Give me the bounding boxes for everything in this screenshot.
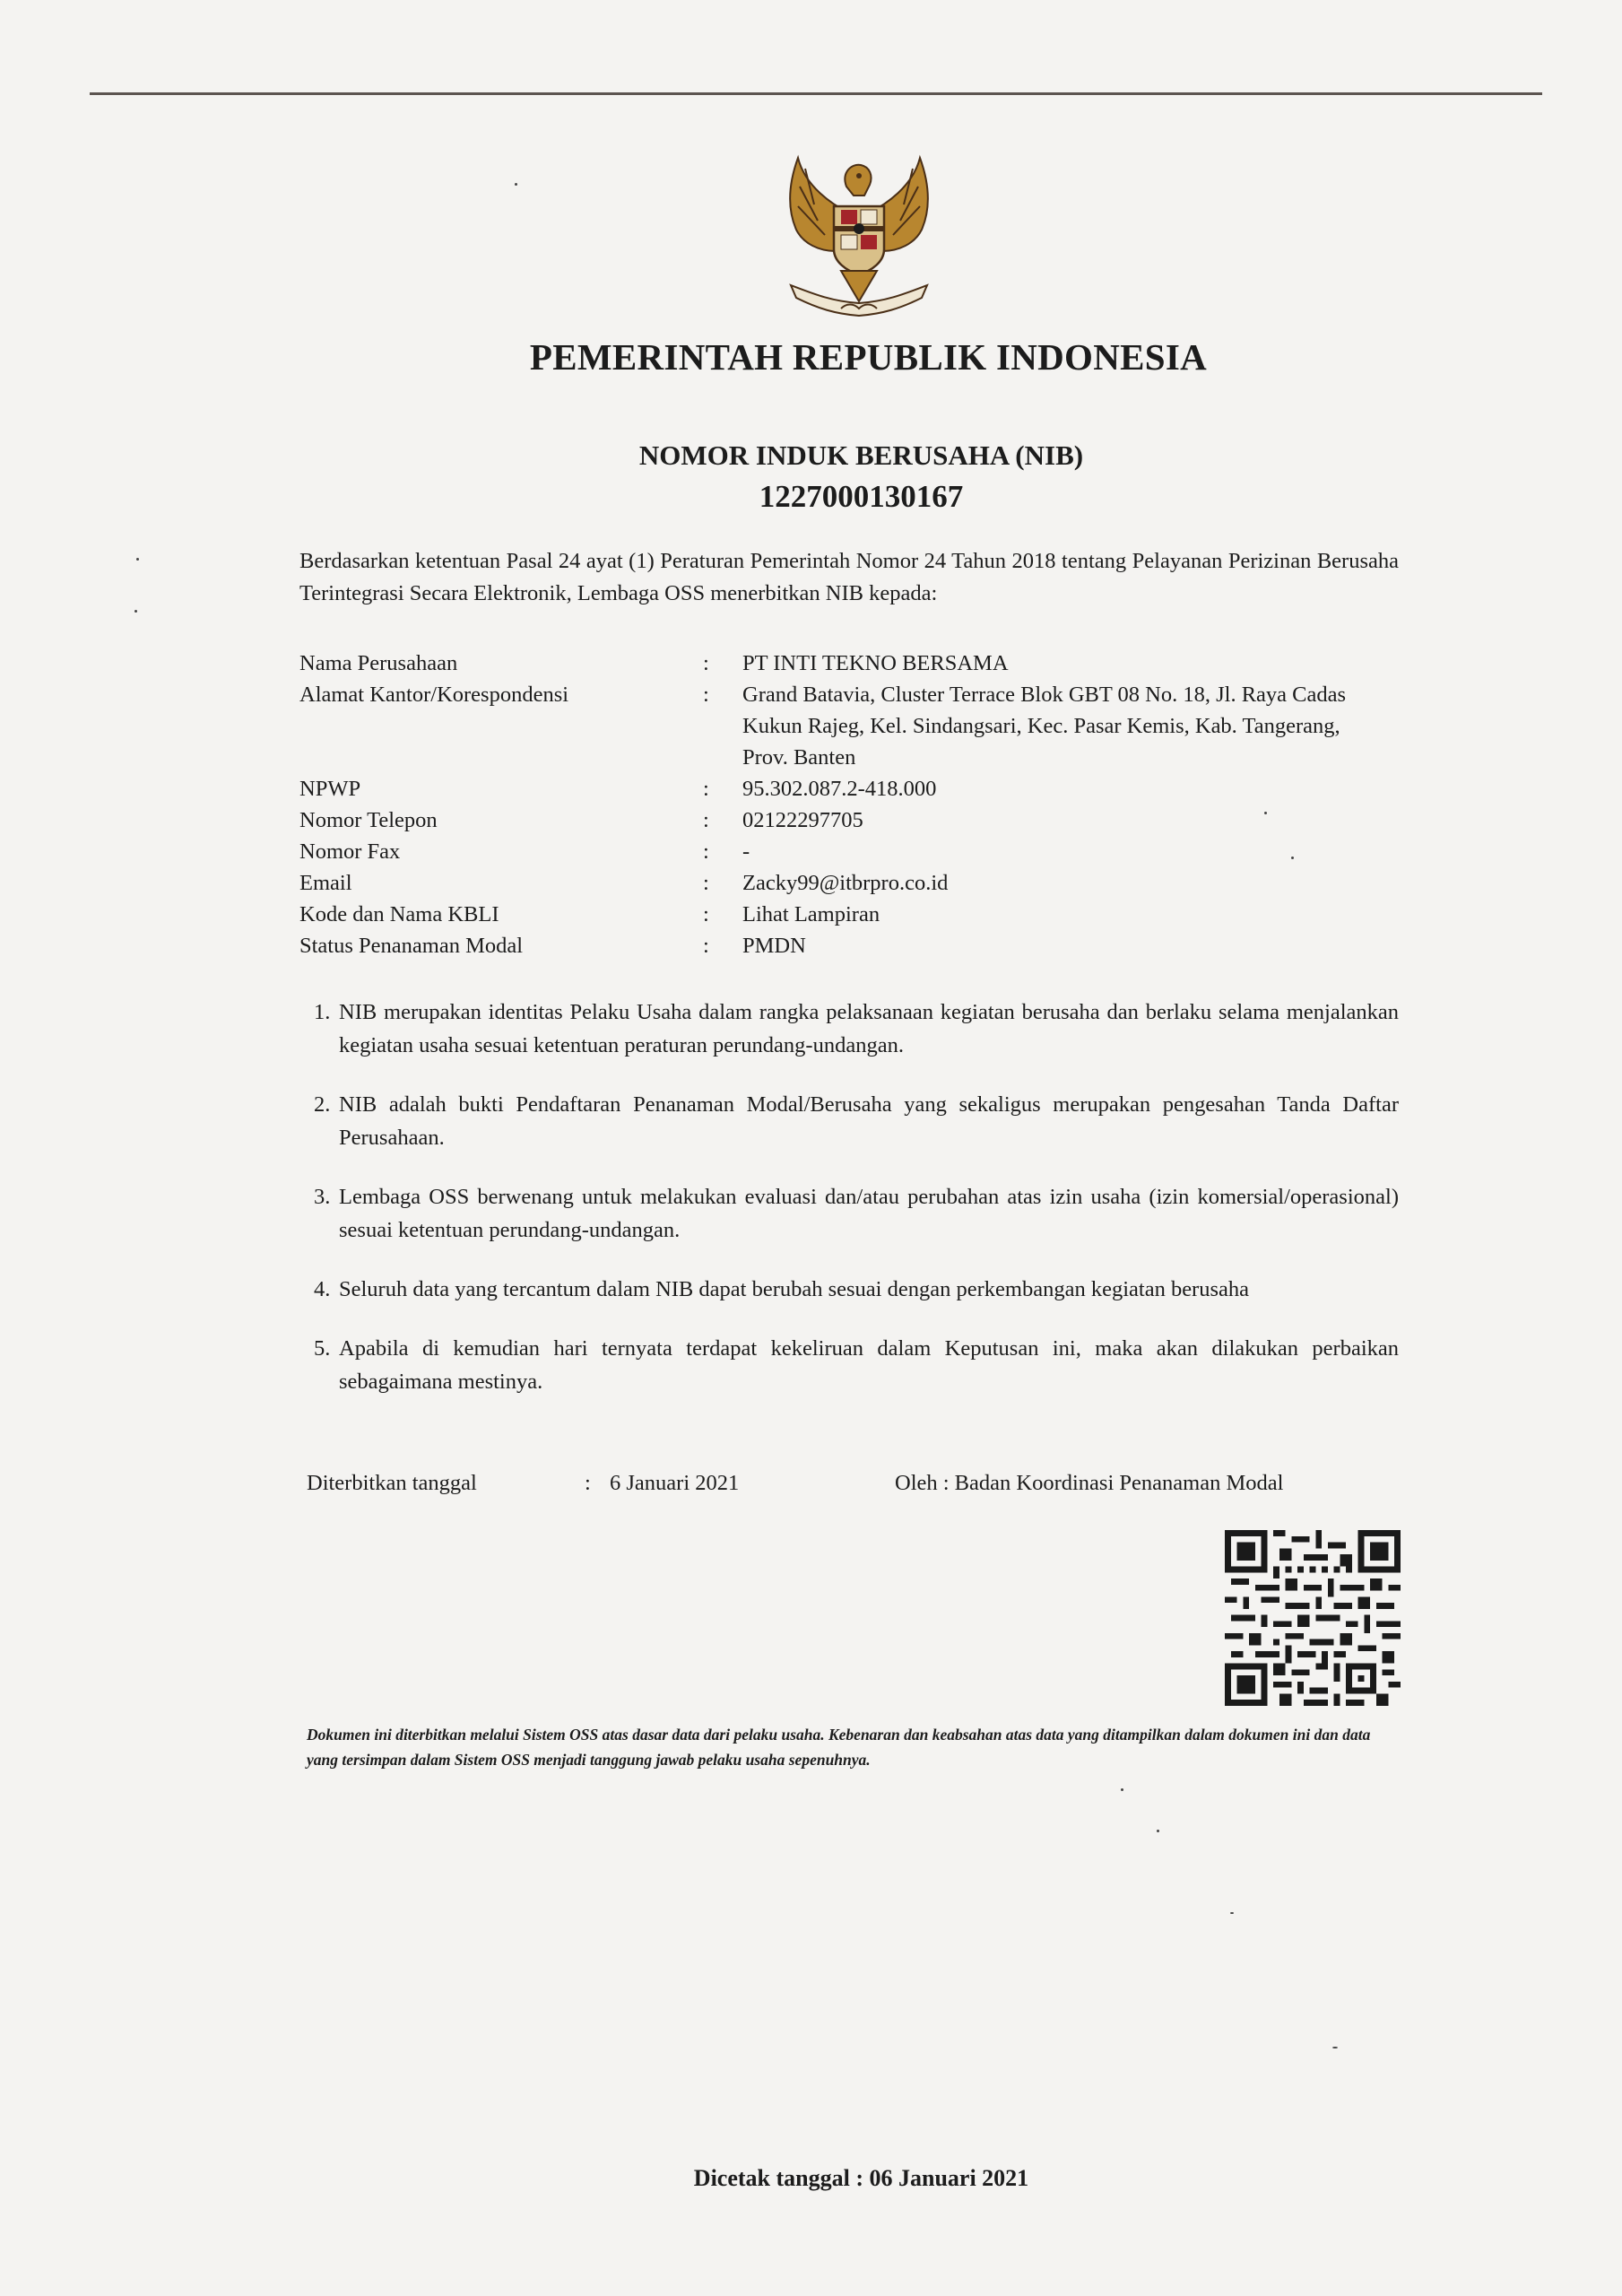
field-value: 95.302.087.2-418.000 (742, 777, 937, 801)
field-separator: : (703, 777, 709, 801)
printed-date: Dicetak tanggal : 06 Januari 2021 (693, 2165, 1029, 2191)
field-label: NPWP (299, 777, 361, 801)
note-item (314, 996, 1399, 1062)
field-label: Nama Perusahaan (299, 651, 458, 675)
issuer: Oleh : Badan Koordinasi Penanaman Modal (895, 1471, 1284, 1495)
field-row-email (299, 867, 1402, 899)
note-text: NIB adalah bukti Pendaftaran Penanaman Modal/Berusaha yang sekaligus merupakan pengesahan Tanda Daftar Perusahaan. (339, 1092, 1399, 1150)
field-row-investment-status (299, 930, 1402, 961)
garuda-emblem (778, 151, 940, 323)
field-row-kbli (299, 899, 1402, 930)
note-number: 5. (314, 1336, 331, 1361)
qr-code (1225, 1530, 1401, 1706)
scan-speck (1264, 812, 1267, 814)
intro-paragraph: Berdasarkan ketentuan Pasal 24 ayat (1) Peraturan Pemerintah Nomor 24 Tahun 2018 tentang Pelayanan Perizinan Berusaha Terintegrasi Secara Elektronik, Lembaga OSS menerbitkan NIB kepada: (299, 549, 1399, 605)
field-separator: : (703, 934, 709, 958)
field-label: Email (299, 871, 352, 895)
note-text: Lembaga OSS berwenang untuk melakukan evaluasi dan/atau perubahan atas izin usaha (izin komersial/operasional) sesuai ketentuan perundang-undangan. (339, 1185, 1399, 1242)
field-value: Grand Batavia, Cluster Terrace Blok GBT 08 No. 18, Jl. Raya Cadas Kukun Rajeg, Kel. Sindangsari, Kec. Pasar Kemis, Kab. Tangerang, Prov. Banten (742, 683, 1347, 770)
field-value: PMDN (742, 934, 806, 958)
field-value: 02122297705 (742, 808, 863, 832)
scan-speck (1121, 1788, 1123, 1791)
top-rule (90, 92, 1542, 95)
note-text: Apabila di kemudian hari ternyata terdapat kekeliruan dalam Keputusan ini, maka akan dilakukan perbaikan sebagaimana mestinya. (339, 1336, 1399, 1394)
field-separator: : (703, 839, 709, 864)
field-separator: : (703, 651, 709, 675)
field-separator: : (703, 683, 709, 707)
document-subtitle: NOMOR INDUK BERUSAHA (NIB) (638, 439, 1084, 471)
scan-speck (1230, 1912, 1234, 1914)
field-row-address (299, 679, 1402, 773)
field-row-phone (299, 804, 1402, 836)
scan-speck (1291, 857, 1294, 859)
issued-date: 6 Januari 2021 (610, 1471, 740, 1495)
note-text: Seluruh data yang tercantum dalam NIB dapat berubah sesuai dengan perkembangan kegiatan berusaha (339, 1277, 1250, 1301)
scan-speck (136, 558, 139, 561)
note-text: NIB merupakan identitas Pelaku Usaha dalam rangka pelaksanaan kegiatan berusaha dan berlaku selama menjalankan kegiatan usaha sesuai ketentuan peraturan perundang-undangan. (339, 1000, 1399, 1057)
field-row-fax (299, 836, 1402, 867)
note-item (314, 1273, 1399, 1306)
field-value: PT INTI TEKNO BERSAMA (742, 651, 1009, 675)
note-number: 4. (314, 1277, 331, 1301)
field-value: Zacky99@itbrpro.co.id (742, 871, 949, 895)
field-label: Nomor Telepon (299, 808, 438, 832)
field-separator: : (703, 902, 709, 926)
field-label: Status Penanaman Modal (299, 934, 524, 958)
issued-label: Diterbitkan tanggal (307, 1471, 477, 1495)
field-label: Nomor Fax (299, 839, 401, 864)
field-separator: : (703, 808, 709, 832)
field-row-npwp (299, 773, 1402, 804)
scan-speck (1332, 2047, 1338, 2048)
company-fields (299, 648, 1402, 961)
scan-speck (1157, 1830, 1159, 1832)
note-number: 1. (314, 1000, 331, 1024)
issued-separator: : (585, 1471, 591, 1495)
field-label: Alamat Kantor/Korespondensi (299, 683, 569, 707)
notes-list (314, 996, 1399, 1424)
nib-number: 1227000130167 (759, 479, 964, 514)
field-separator: : (703, 871, 709, 895)
scan-speck (134, 610, 137, 613)
note-item (314, 1332, 1399, 1398)
field-value: Lihat Lampiran (742, 902, 880, 926)
disclaimer: Dokumen ini diterbitkan melalui Sistem OSS atas dasar data dari pelaku usaha. Kebenaran dan keabsahan atas data yang ditampilkan dalam dokumen ini dan data yang tersimpan dalam Sistem OSS menjadi tanggung jawab pelaku usaha sepenuhnya. (307, 1726, 1371, 1769)
note-number: 3. (314, 1185, 331, 1209)
field-row-company-name (299, 648, 1402, 679)
note-item (314, 1088, 1399, 1154)
field-label: Kode dan Nama KBLI (299, 902, 499, 926)
scan-speck (515, 183, 517, 186)
note-number: 2. (314, 1092, 331, 1117)
field-value: - (742, 839, 750, 864)
note-item (314, 1180, 1399, 1247)
page-title: PEMERINTAH REPUBLIK INDONESIA (529, 336, 1208, 378)
